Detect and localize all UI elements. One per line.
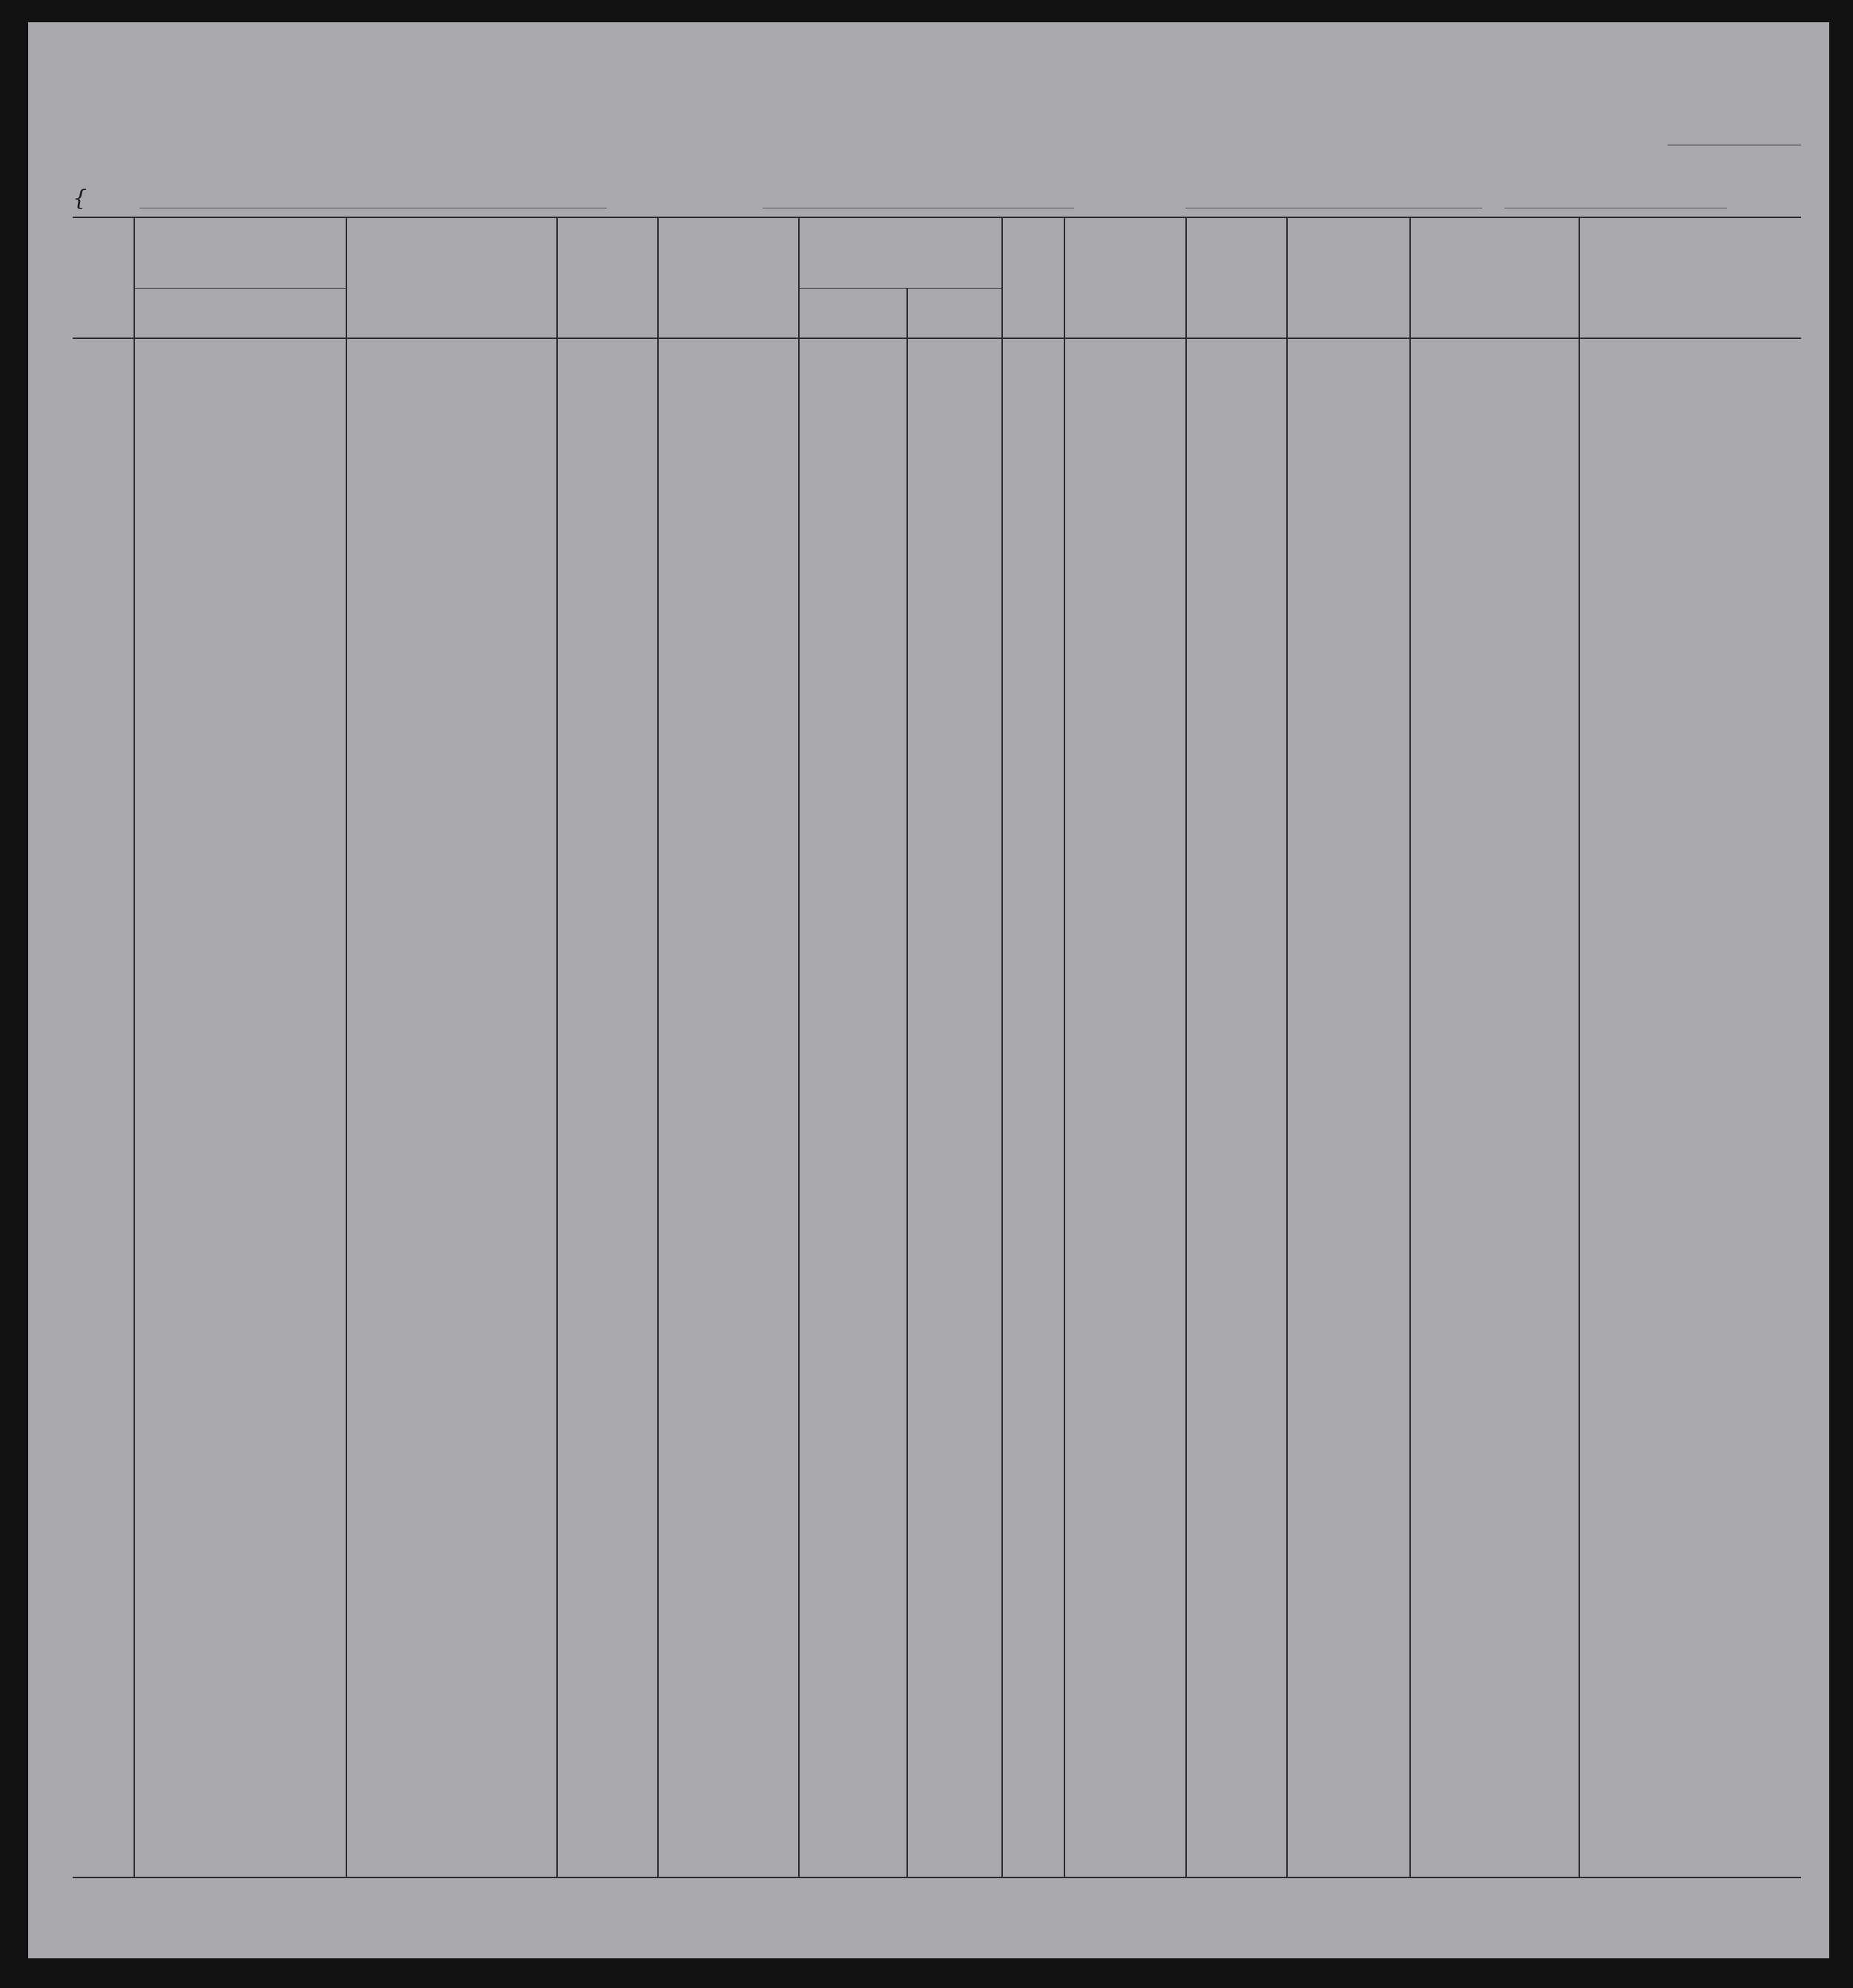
col-divider-5ab [906, 288, 908, 1877]
table-top-border [73, 217, 1801, 218]
col-divider-10 [1409, 217, 1411, 1877]
table-bottom-border [73, 1877, 1801, 1878]
shipped-subheader-line [798, 288, 1001, 289]
manifest-sheet [28, 22, 1829, 1958]
col-divider-9 [1286, 217, 1288, 1877]
header-bottom-border [73, 338, 1801, 339]
col-divider-5 [798, 217, 800, 1877]
col-divider-8 [1185, 217, 1187, 1877]
col-divider-11 [1579, 217, 1580, 1877]
col-divider-2 [346, 217, 347, 1877]
col-divider-3 [556, 217, 558, 1877]
col-divider-7 [1064, 217, 1065, 1877]
bracket-mark: { [73, 185, 88, 211]
name-subheader-line [134, 288, 346, 289]
col-divider-4 [657, 217, 659, 1877]
col-divider-1 [134, 217, 135, 1877]
col-divider-6 [1001, 217, 1003, 1877]
